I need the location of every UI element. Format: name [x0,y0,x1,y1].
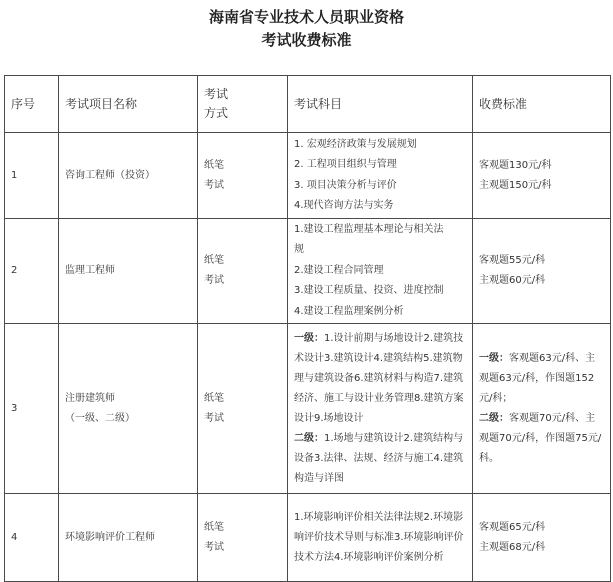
subject-line: 2.建设工程合同管理 [294,264,384,276]
title-line-1: 海南省专业技术人员职业资格 [208,8,404,26]
level1-subjects [294,329,466,429]
method-line-2: 考试 [204,412,224,424]
row-method [198,324,288,494]
row-method [198,219,288,324]
row-seq: 4 [5,494,59,582]
level2-label: 二级： [294,432,324,444]
row-seq: 2 [5,219,59,324]
table-header-row [5,76,611,133]
subject-line: 3.建设工程质量、投资、进度控制 [294,285,444,297]
fee-line: 客观题65元/科 [479,521,546,533]
row-exam-name [59,324,198,494]
table-row [5,494,611,582]
row-exam-name: 环境影响评价工程师 [59,494,198,582]
header-method [198,76,288,133]
table-row [5,133,611,219]
subject-line: 规 [294,244,304,256]
fee-table [4,75,611,582]
method-line-1: 纸笔 [204,159,224,171]
fee-line: 主观题68元/科 [479,541,546,553]
header-method-line-1: 考试 [204,87,229,101]
table-row [5,219,611,324]
method-line-1: 纸笔 [204,255,224,266]
row-exam-name: 监理工程师 [59,219,198,324]
fee-line: 主观题150元/科 [479,179,552,191]
row-subjects [288,133,473,219]
row-subjects [288,219,473,324]
row-method [198,133,288,219]
exam-name-line-2: （一级、二级） [65,412,135,424]
row-fee [473,133,611,219]
method-line-2: 考试 [204,179,224,191]
method-line-2: 考试 [204,541,224,553]
fee-level1-label: 一级： [479,352,509,364]
level2-text: 1.场地与建筑设计2.建筑结构与设备3.法律、法规、经济与施工4.建筑构造与详图 [294,432,464,484]
level1-text: 1.设计前期与场地设计2.建筑技术设计3.建筑设计4.建筑结构5.建筑物理与建筑设备6.建筑材料与构造7.建筑经济、施工与设计业务管理8.建筑方案设计9.场地设计 [294,332,464,424]
header-fee: 收费标准 [473,76,611,133]
method-line-2: 考试 [204,275,224,286]
header-name: 考试项目名称 [59,76,198,133]
row-fee [473,324,611,494]
level2-subjects [294,429,466,489]
fee-line: 客观题55元/科 [479,255,546,266]
row-fee [473,219,611,324]
fee-level2-text: 客观题70元/科、主观题70元/科，作图题75元/科。 [479,412,602,464]
row-subjects [288,324,473,494]
method-line-1: 纸笔 [204,521,224,533]
document-title [0,6,613,52]
header-method-line-2: 方式 [204,106,229,120]
fee-line: 客观题130元/科 [479,159,552,171]
exam-name-line-1: 注册建筑师 [65,392,115,404]
level1-label: 一级： [294,332,324,344]
row-exam-name: 咨询工程师（投资） [59,133,198,219]
fee-level2-label: 二级： [479,412,509,424]
subject-line: 3. 项目决策分析与评价 [294,179,397,191]
subject-line: 1.建设工程监理基本理论与相关法 [294,223,444,235]
subject-line: 2. 工程项目组织与管理 [294,159,397,170]
method-line-1: 纸笔 [204,392,224,404]
subject-line: 4.现代咨询方法与实务 [294,200,394,211]
header-subjects: 考试科目 [288,76,473,133]
subject-line: 4.建设工程监理案例分析 [294,305,404,317]
row-seq: 1 [5,133,59,219]
row-fee [473,494,611,582]
header-seq: 序号 [5,76,59,133]
fee-level1-text: 客观题63元/科、主观题63元/科，作图题152元/科； [479,352,596,404]
subject-line: 1. 宏观经济政策与发展规划 [294,138,417,150]
row-seq: 3 [5,324,59,494]
fee-level1 [479,349,604,409]
row-method [198,494,288,582]
title-line-2: 考试收费标准 [261,31,352,49]
table-row [5,324,611,494]
row-subjects: 1.环境影响评价相关法律法规2.环境影响评价技术导则与标准3.环境影响评价技术方法4.环境影响评价案例分析 [288,494,473,582]
fee-level2 [479,409,604,469]
fee-line: 主观题60元/科 [479,275,546,286]
